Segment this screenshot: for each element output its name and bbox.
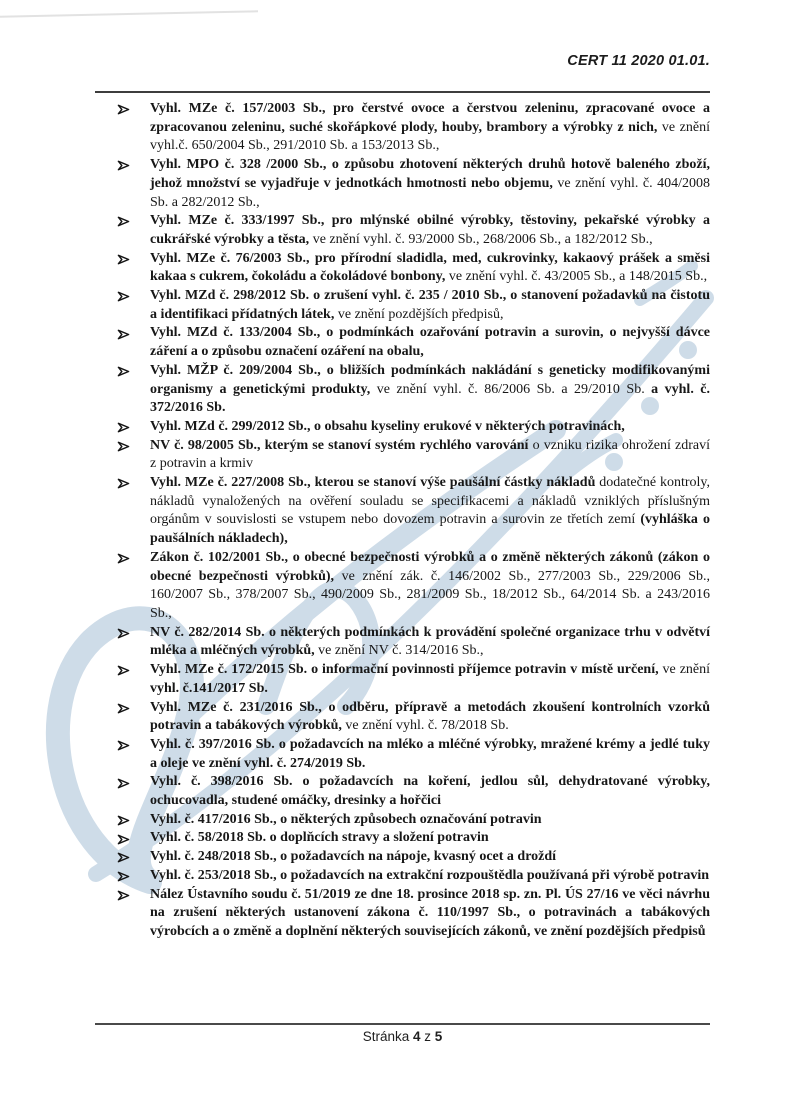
list-item-text: Vyhl. MPO č. 328 /2000 Sb., o způsobu zhotovení některých druhů hotově baleného zboží, jehož množství se vyjadřuje v jednotkách hmotnosti nebo objemu, ve znění vyhl. č. 404/2008 Sb. a 282/2012 Sb., xyxy=(150,157,710,210)
list-item xyxy=(150,362,710,418)
list-arrow-icon xyxy=(117,702,130,715)
list-arrow-icon xyxy=(117,365,130,378)
page-footer xyxy=(95,1029,710,1044)
list-arrow-icon xyxy=(117,627,130,640)
list-item xyxy=(150,100,710,156)
list-arrow-icon xyxy=(117,739,130,752)
scan-artifact-line xyxy=(0,10,258,17)
list-item xyxy=(150,418,710,437)
list-arrow-icon xyxy=(117,664,130,677)
list-item-text: Vyhl. MZd č. 299/2012 Sb., o obsahu kyseliny erukové v některých potravinách, xyxy=(150,418,625,434)
list-item-text: Vyhl. MZd č. 133/2004 Sb., o podmínkách ozařování potravin a surovin, o nejvyšší dávce záření a o způsobu označení ozáření na obalu, xyxy=(150,325,710,360)
list-item-text: Vyhl. MŽP č. 209/2004 Sb., o bližších podmínkách nakládání s geneticky modifikovanými organismy a genetickými produkty, ve znění vyhl. č. 86/2006 Sb. a 29/2010 Sb. a vyhl. č. 372/2016 Sb. xyxy=(150,362,711,416)
list-item-text: Vyhl. MZe č. 157/2003 Sb., pro čerstvé ovoce a čerstvou zeleninu, zpracované ovoce a zpracovanou zeleninu, suché skořápkové plody, houby, brambory a výrobky z nich, ve znění vyhl.č. 650/2004 Sb., 291/2010 Sb. a 153/2013 Sb., xyxy=(150,101,710,154)
list-arrow-icon xyxy=(117,103,130,116)
list-arrow-icon xyxy=(117,870,130,883)
list-arrow-icon xyxy=(117,477,130,490)
list-item xyxy=(150,773,710,810)
list-item xyxy=(150,212,710,249)
list-arrow-icon xyxy=(117,290,130,303)
list-item xyxy=(150,437,710,474)
list-item-text: Vyhl. č. 417/2016 Sb., o některých způsobech označování potravin xyxy=(150,811,542,827)
footer-page-word: Stránka xyxy=(362,1029,410,1044)
list-arrow-icon xyxy=(117,552,130,565)
list-arrow-icon xyxy=(117,889,130,902)
list-item-text: Vyhl. č. 397/2016 Sb. o požadavcích na mléko a mléčné výrobky, mražené krémy a jedlé tuky a oleje ve znění vyhl. č. 274/2019 Sb. xyxy=(150,736,710,771)
list-item-text: Vyhl. MZe č. 172/2015 Sb. o informační povinnosti příjemce potravin v místě určení, ve znění vyhl. č.141/2017 Sb. xyxy=(150,662,711,696)
list-item-text: Vyhl. č. 398/2016 Sb. o požadavcích na koření, jedlou sůl, dehydratované výrobky, ochucovadla, studené omáčky, dresinky a hořčici xyxy=(150,774,710,809)
list-item-text: Vyhl. č. 253/2018 Sb., o požadavcích na extrakční rozpouštědla používaná při výrobě potravin xyxy=(150,867,710,883)
list-arrow-icon xyxy=(117,328,130,341)
list-item xyxy=(150,661,710,698)
list-item xyxy=(150,848,710,867)
list-arrow-icon xyxy=(117,159,130,172)
list-arrow-icon xyxy=(117,814,130,827)
list-item xyxy=(150,324,710,361)
footer-page-number: 4 xyxy=(412,1029,421,1044)
list-item-text: Vyhl. MZd č. 298/2012 Sb. o zrušení vyhl. č. 235 / 2010 Sb., o stanovení požadavků na čistotu a identifikaci přídatných látek, ve znění pozdějších předpisů, xyxy=(150,288,710,322)
list-item-text: Nález Ústavního soudu č. 51/2019 ze dne 18. prosince 2018 sp. zn. Pl. ÚS 27/16 ve věci návrhu na zrušení některých ustanovení zákona č. 110/1997 Sb., o potravinách a tabákových výrobcích a o změně a doplnění některých souvisejících zákonů, ve znění pozdějších předpisů xyxy=(150,886,710,939)
list-item xyxy=(150,699,710,736)
list-item-text: Vyhl. MZe č. 76/2003 Sb., pro přírodní sladidla, med, cukrovinky, kakaový prášek a směsi kakaa s cukrem, čokoládu a čokoládové bonbony, ve znění vyhl. č. 43/2005 Sb., a 148/2015 Sb., xyxy=(150,250,710,285)
list-item xyxy=(150,549,710,624)
footer-of-word: z xyxy=(424,1029,432,1044)
list-item-text: Vyhl. MZe č. 231/2016 Sb., o odběru, přípravě a metodách zkoušení kontrolních vzorků potravin a tabákových výrobků, ve znění vyhl. č. 78/2018 Sb. xyxy=(150,699,710,734)
list-item xyxy=(150,829,710,848)
header-divider xyxy=(95,91,710,93)
list-arrow-icon xyxy=(117,777,130,790)
list-item-text: NV č. 98/2005 Sb., kterým se stanoví systém rychlého varování o vzniku rizika ohrožení zdraví z potravin a krmiv xyxy=(150,437,710,472)
list-item-text: NV č. 282/2014 Sb. o některých podmínkách k provádění společné organizace trhu v odvětví mléka a mléčných výrobků, ve znění NV č. 314/2016 Sb., xyxy=(150,624,710,659)
document-code: CERT 11 2020 01.01. xyxy=(567,53,710,69)
list-item-text: Zákon č. 102/2001 Sb., o obecné bezpečnosti výrobků a o změně některých zákonů (zákon o obecné bezpečnosti výrobků), ve znění zák. č. 146/2002 Sb., 277/2003 Sb., 229/2006 Sb., 160/2007 Sb., 378/2007 Sb., 490/2009 Sb., 281/2009 Sb., 18/2012 Sb., 64/2014 Sb. a 243/2016 Sb., xyxy=(150,549,710,621)
list-item xyxy=(150,867,710,886)
list-item-text: Vyhl. MZe č. 227/2008 Sb., kterou se stanoví výše paušální částky nákladů dodatečné kontroly, nákladů vynaložených na ověření souladu se specifikacemi a nákladů vzniklých příslušným orgánům v souvislosti se vstupem nebo dovozem potravin a surovin ze třetích zemí (vyhláška o paušálních nákladech), xyxy=(150,475,710,547)
list-item xyxy=(150,736,710,773)
list-arrow-icon xyxy=(117,833,130,846)
list-item xyxy=(150,287,710,324)
list-item-text: Vyhl. MZe č. 333/1997 Sb., pro mlýnské obilné výrobky, těstoviny, pekařské výrobky a cukrářské výrobky a těsta, ve znění vyhl. č. 93/2000 Sb., 268/2006 Sb., a 182/2012 Sb., xyxy=(150,213,710,247)
footer-divider xyxy=(95,1023,710,1025)
list-item xyxy=(150,886,710,942)
list-arrow-icon xyxy=(117,421,130,434)
regulation-list xyxy=(150,100,710,942)
list-item-text: Vyhl. č. 248/2018 Sb., o požadavcích na nápoje, kvasný ocet a droždí xyxy=(150,849,557,865)
list-item xyxy=(150,811,710,830)
list-arrow-icon xyxy=(117,215,130,228)
list-item xyxy=(150,624,710,661)
list-arrow-icon xyxy=(117,440,130,453)
list-item xyxy=(150,250,710,287)
list-item xyxy=(150,156,710,212)
list-arrow-icon xyxy=(117,851,130,864)
footer-total-pages: 5 xyxy=(434,1029,443,1044)
list-item-text: Vyhl. č. 58/2018 Sb. o doplňcích stravy a složení potravin xyxy=(150,830,489,846)
list-arrow-icon xyxy=(117,253,130,266)
list-item xyxy=(150,474,710,549)
